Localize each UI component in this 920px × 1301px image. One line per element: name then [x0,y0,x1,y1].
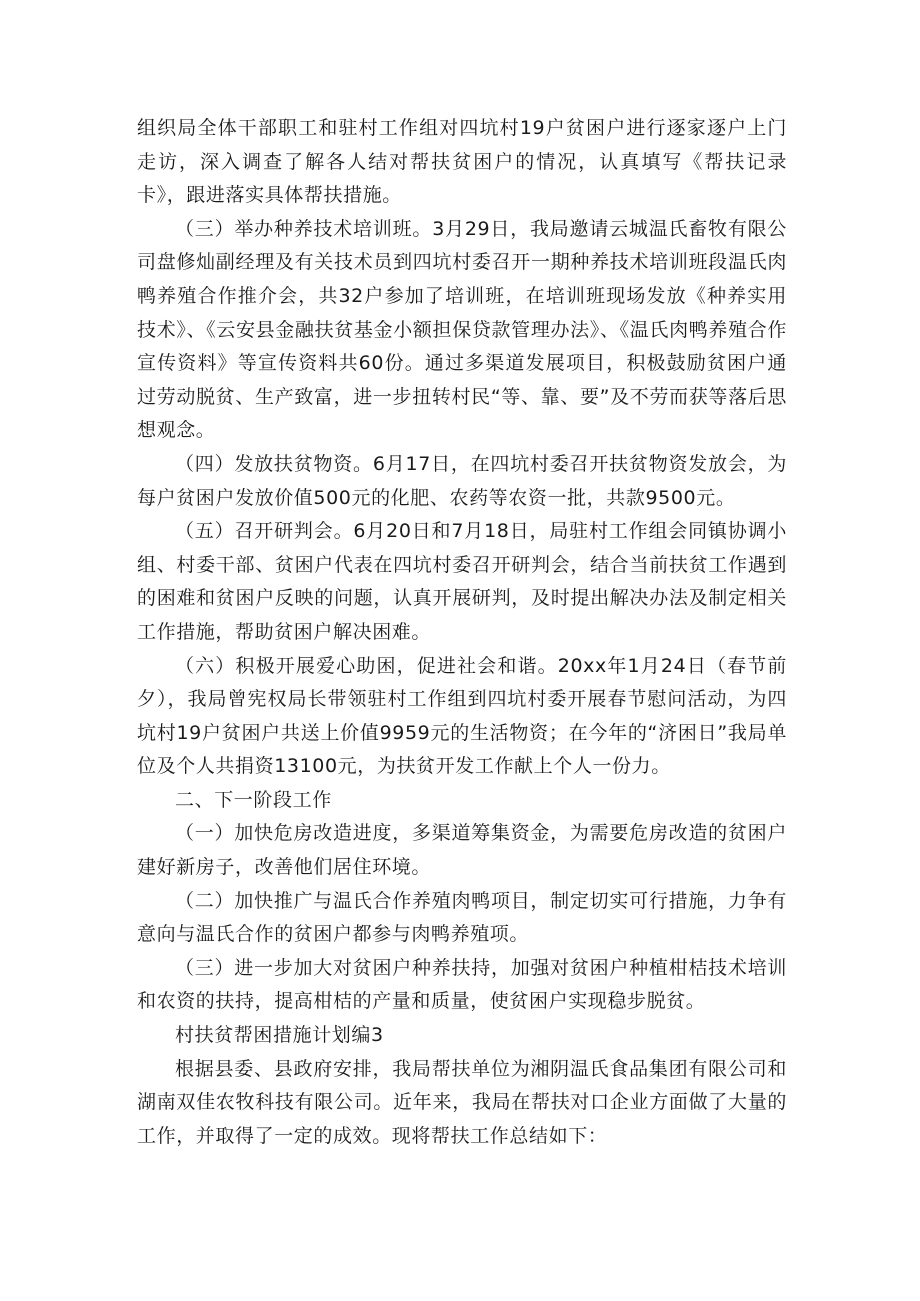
paragraph-4: （五）召开研判会。6月20日和7月18日，局驻村工作组会同镇协调小组、村委干部、贫困户代表在四坑村委召开研判会，结合当前扶贫工作遇到的困难和贫困户反映的问题，认真开展研判，及时提出解决办法及制定相关工作措施，帮助贫困户解决困难。 [137,520,787,643]
section-heading: 二、下一阶段工作 [175,788,332,811]
paragraph-6: （一）加快危房改造进度，多渠道筹集资金，为需要危房改造的贫困户建好新房子，改善他们居住环境。 [137,822,787,879]
paragraph-2: （三）举办种养技术培训班。3月29日，我局邀请云城温氏畜牧有限公司盘修灿副经理及有关技术员到四坑村委召开一期种养技术培训班段温氏肉鸭养殖合作推介会，共32户参加了培训班，在培训班现场发放《种养实用技术》、《云安县金融扶贫基金小额担保贷款管理办法》、《温氏肉鸭养殖合作宣传资料》等宣传资料共60份。通过多渠道发展项目，积极鼓励贫困户通过劳动脱贫、生产致富，进一步扭转村民“等、靠、要”及不劳而获等落后思想观念。 [137,217,787,442]
document-subtitle: 村扶贫帮困措施计划编3 [175,1024,384,1047]
paragraph-7: （二）加快推广与温氏合作养殖肉鸭项目，制定切实可行措施，力争有意向与温氏合作的贫困户都参与肉鸭养殖项。 [137,889,787,946]
paragraph-8: （三）进一步加大对贫困户种养扶持，加强对贫困户种植柑桔技术培训和农资的扶持，提高柑桔的产量和质量，使贫困户实现稳步脱贫。 [137,956,787,1013]
document-body [137,112,787,1153]
paragraph-5: （六）积极开展爱心助困，促进社会和谐。20xx年1月24日（春节前夕），我局曾宪权局长带领驻村工作组到四坑村委开展春节慰问活动，为四坑村19户贫困户共送上价值9959元的生活物资；在今年的“济困日”我局单位及个人共捐资13100元，为扶贫开发工作献上个人一份力。 [137,654,787,778]
paragraph-9: 根据县委、县政府安排，我局帮扶单位为湘阴温氏食品集团有限公司和湖南双佳农牧科技有限公司。近年来，我局在帮扶对口企业方面做了大量的工作，并取得了一定的成效。现将帮扶工作总结如下： [137,1057,787,1147]
paragraph-1: 组织局全体干部职工和驻村工作组对四坑村19户贫困户进行逐家逐户上门走访，深入调查了解各人结对帮扶贫困户的情况，认真填写《帮扶记录卡》，跟进落实具体帮扶措施。 [137,117,787,207]
paragraph-3: （四）发放扶贫物资。6月17日，在四坑村委召开扶贫物资发放会，为每户贫困户发放价值500元的化肥、农药等农资一批，共款9500元。 [137,452,787,509]
